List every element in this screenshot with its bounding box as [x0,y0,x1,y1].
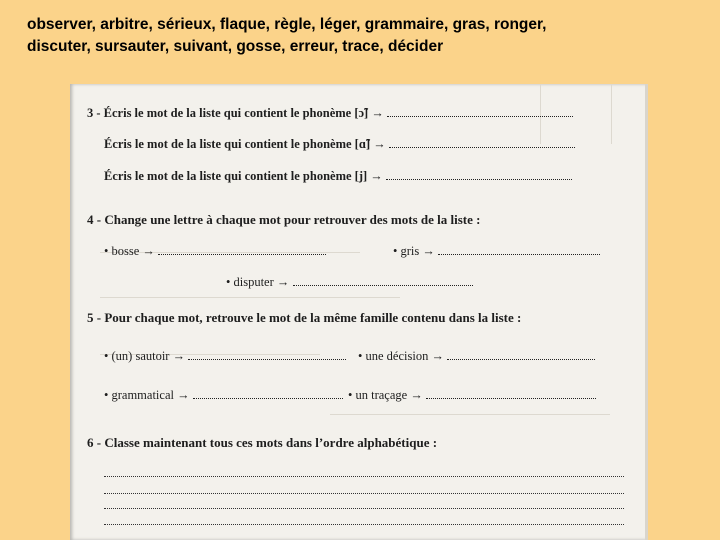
section-3-question-1-text: 3 - Écris le mot de la liste qui contient le phonème [ɔ̃] → [87,106,384,120]
section-4-item-3 [226,275,473,290]
answer-blank[interactable] [188,350,346,360]
answer-blank[interactable] [389,138,575,148]
answer-blank[interactable] [193,389,343,399]
section-6-title: 6 - Classe maintenant tous ces mots dans l’ordre alphabétique : [87,435,438,450]
section-4-title: 4 - Change une lettre à chaque mot pour retrouver des mots de la liste : [87,212,481,227]
section-4-item-2 [393,244,600,259]
sheet-edge [645,84,648,540]
answer-blank[interactable] [426,389,596,399]
answer-line[interactable] [104,493,624,494]
answer-blank[interactable] [438,245,600,255]
section-4-item-2-text: • gris → [393,244,435,258]
answer-line[interactable] [104,476,624,477]
section-5-item-3-text: • grammatical → [104,388,190,402]
answer-blank[interactable] [293,276,473,286]
bleed-through-mark [100,289,400,298]
section-4-item-3-text: • disputer → [226,275,290,289]
worksheet-scan [70,84,648,540]
section-3-question-2 [104,137,575,152]
section-5-item-2 [358,349,595,364]
section-5-title: 5 - Pour chaque mot, retrouve le mot de la même famille contenu dans la liste : [87,310,522,325]
section-4-item-1 [104,244,326,259]
answer-blank[interactable] [447,350,595,360]
section-5-item-3 [104,388,343,403]
answer-blank[interactable] [386,170,572,180]
section-3-question-1 [87,106,573,121]
section-5-item-1 [104,349,346,364]
word-list-line-2: discuter, sursauter, suivant, gosse, erreur, trace, décider [27,38,444,55]
bleed-through-mark [330,406,610,415]
answer-line[interactable] [104,508,624,509]
section-3-question-2-text: Écris le mot de la liste qui contient le phonème [ɑ̃] → [104,137,386,151]
word-list-header [27,14,707,58]
word-list-line-1: observer, arbitre, sérieux, flaque, règle, léger, grammaire, gras, ronger, [27,16,547,33]
answer-line[interactable] [104,524,624,525]
section-5-item-2-text: • une décision → [358,349,444,363]
section-3-question-3 [104,169,572,184]
section-4-item-1-text: • bosse → [104,244,155,258]
section-3-question-3-text: Écris le mot de la liste qui contient le phonème [j] → [104,169,383,183]
answer-blank[interactable] [387,107,573,117]
answer-blank[interactable] [158,245,326,255]
section-5-item-1-text: • (un) sautoir → [104,349,186,363]
section-5-item-4 [348,388,596,403]
section-5-item-4-text: • un traçage → [348,388,423,402]
